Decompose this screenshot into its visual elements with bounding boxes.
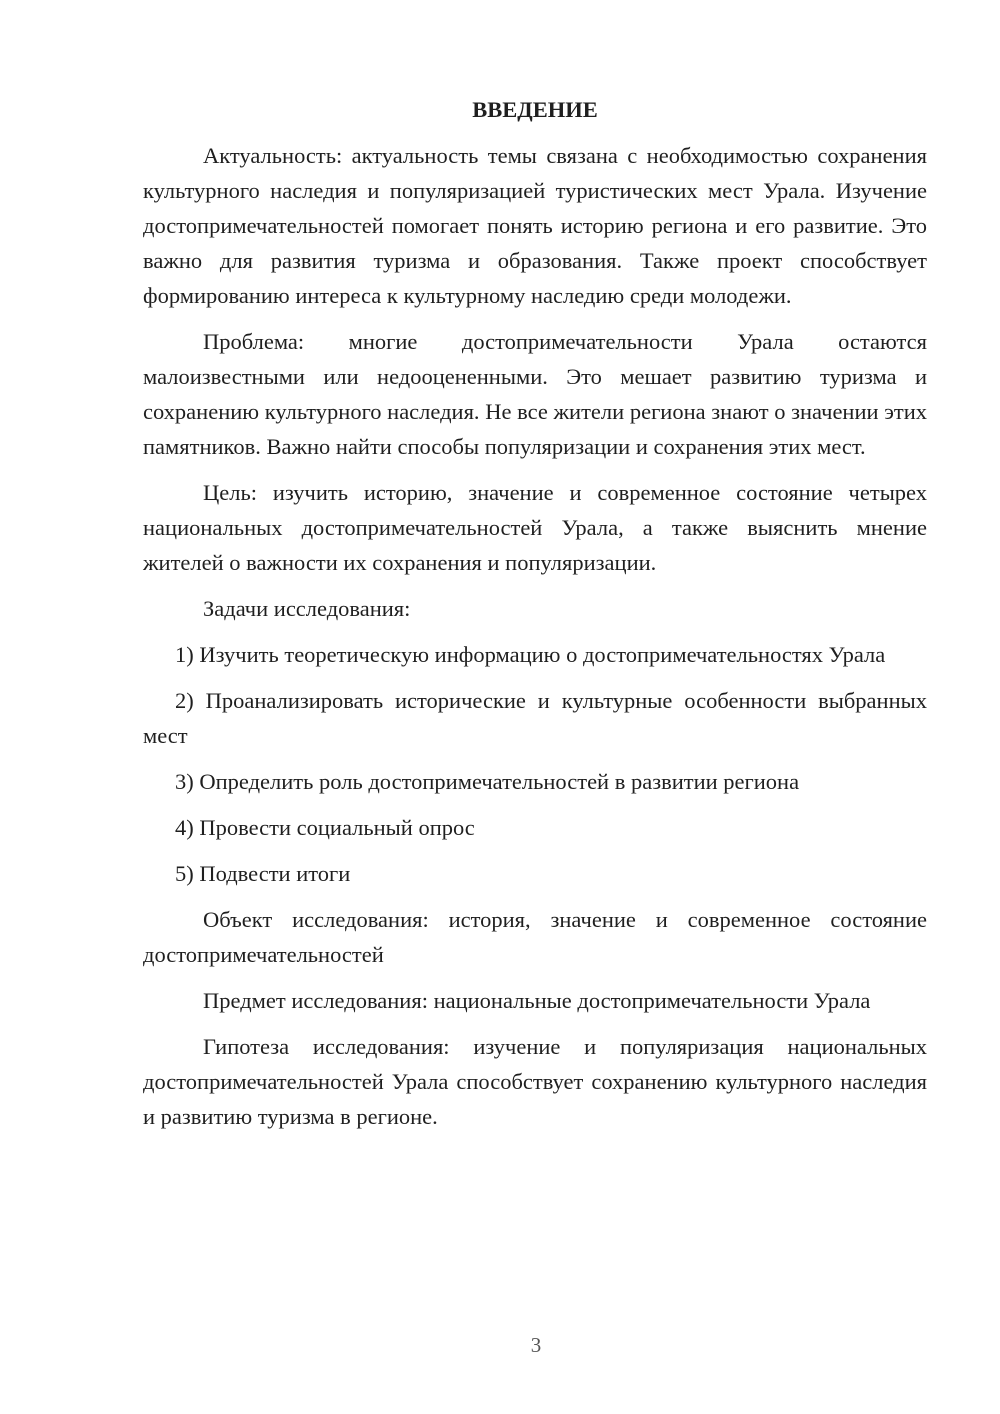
- problem-paragraph: Проблема: многие достопримечательности Урала остаются малоизвестными или недооцененными. Это мешает развитию туризма и сохранению культурного наследия. Не все жители региона знают о значении этих памятников. Важно найти способы популяризации и сохранения этих мест.: [143, 329, 927, 459]
- page-title: ВВЕДЕНИЕ: [472, 97, 598, 122]
- hypothesis-paragraph: Гипотеза исследования: изучение и популяризация национальных достопримечательностей Урала способствует сохранению культурного наследия и развитию туризма в регионе.: [143, 1034, 927, 1129]
- task-item: 5) Подвести итоги: [175, 861, 351, 886]
- goal-paragraph: Цель: изучить историю, значение и современное состояние четырех национальных достопримечательностей Урала, а также выяснить мнение жителей о важности их сохранения и популяризации.: [143, 480, 927, 575]
- tasks-heading: Задачи исследования:: [203, 596, 411, 621]
- document-body: [143, 92, 927, 1145]
- task-item: 2) Проанализировать исторические и культурные особенности выбранных мест: [143, 688, 927, 748]
- task-item: 1) Изучить теоретическую информацию о достопримечательностях Урала: [175, 642, 886, 667]
- task-item: 3) Определить роль достопримечательностей в развитии региона: [175, 769, 800, 794]
- object-paragraph: Объект исследования: история, значение и современное состояние достопримечательностей: [143, 907, 927, 967]
- subject-paragraph: Предмет исследования: национальные достопримечательности Урала: [203, 988, 871, 1013]
- page-number: 3: [530, 1333, 542, 1357]
- relevance-paragraph: Актуальность: актуальность темы связана с необходимостью сохранения культурного наследия и популяризацией туристических мест Урала. Изучение достопримечательностей помогает понять историю региона и его развитие. Это важно для развития туризма и образования. Также проект способствует формированию интереса к культурному наследию среди молодежи.: [143, 143, 927, 308]
- task-item: 4) Провести социальный опрос: [175, 815, 475, 840]
